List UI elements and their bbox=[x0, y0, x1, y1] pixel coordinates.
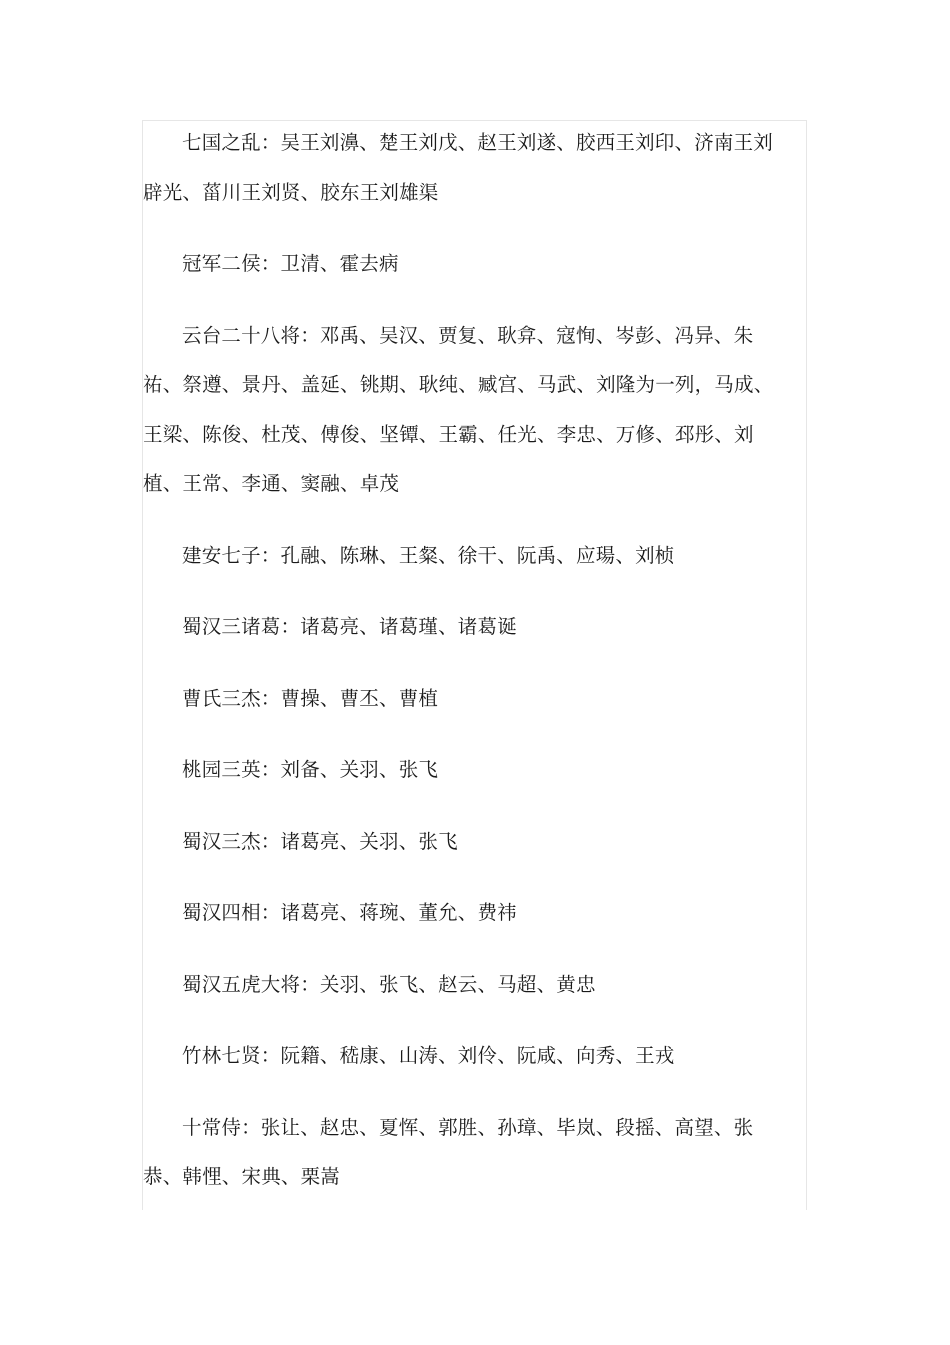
document-body bbox=[143, 118, 783, 1224]
paragraph-qiguo: 七国之乱：吴王刘濞、楚王刘戊、赵王刘遂、胶西王刘印、济南王刘辟光、菑川王刘贤、胶东王刘雄渠 bbox=[143, 131, 774, 204]
paragraph-shuhan-sixiang: 蜀汉四相：诸葛亮、蒋琬、董允、费祎 bbox=[182, 901, 517, 924]
paragraph-jianan: 建安七子：孔融、陈琳、王粲、徐干、阮禹、应瑒、刘桢 bbox=[182, 543, 675, 567]
paragraph-shuhan-zhuge: 蜀汉三诸葛：诸葛亮、诸葛瑾、诸葛诞 bbox=[182, 615, 517, 638]
paragraph-caoshi: 曹氏三杰：曹操、曹丕、曹植 bbox=[182, 686, 439, 710]
paragraph-yuntai: 云台二十八将：邓禹、吴汉、贾复、耿弇、寇恂、岑彭、冯异、朱祐、祭遵、景丹、盖延、铫期、耿纯、臧宫、马武、刘隆为一列，马成、王梁、陈俊、杜茂、傅俊、坚镡、王霸、任光、李忠、万修、邳彤、刘植、王常、李通、窦融、卓茂 bbox=[143, 323, 774, 495]
paragraph-shuhan-sanjie: 蜀汉三杰：诸葛亮、关羽、张飞 bbox=[182, 829, 458, 853]
paragraph-guanjun: 冠军二侯：卫清、霍去病 bbox=[182, 252, 399, 275]
paragraph-shichangshi: 十常侍：张让、赵忠、夏恽、郭胜、孙璋、毕岚、段摇、高望、张恭、韩悝、宋典、栗嵩 bbox=[143, 1115, 754, 1188]
paragraph-taoyuan: 桃园三英：刘备、关羽、张飞 bbox=[182, 758, 439, 781]
paragraph-wuhu: 蜀汉五虎大将：关羽、张飞、赵云、马超、黄忠 bbox=[182, 972, 596, 996]
paragraph-zhulin: 竹林七贤：阮籍、嵇康、山涛、刘伶、阮咸、向秀、王戎 bbox=[182, 1044, 675, 1067]
